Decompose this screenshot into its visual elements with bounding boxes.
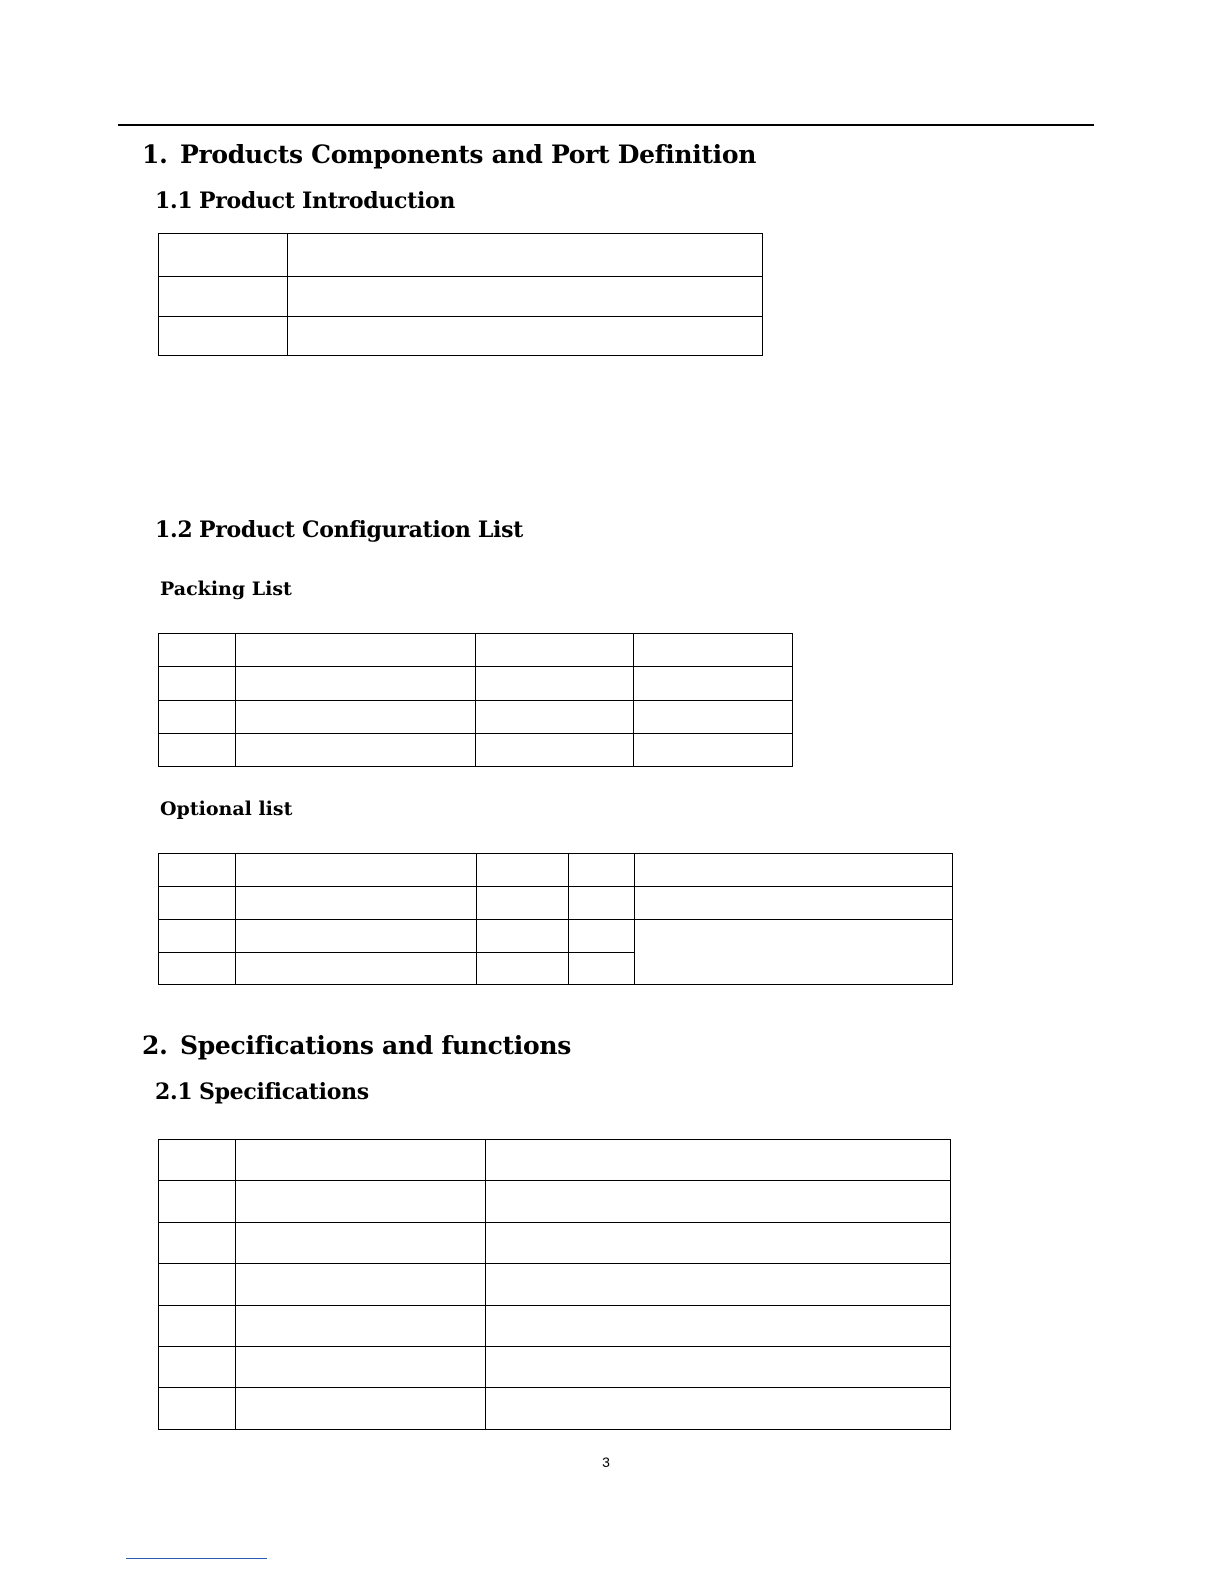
section-2-heading [142,1031,571,1060]
table-cell [288,234,763,277]
table-cell [477,953,569,985]
section-2-1-number: 2.1 [155,1079,193,1105]
table-cell [486,1140,951,1181]
page-number: 3 [602,1454,610,1470]
packing-list-heading: Packing List [160,578,292,600]
table-cell [635,854,953,887]
table-cell [159,854,236,887]
table-row [159,1264,951,1306]
product-introduction-table [158,233,763,356]
table-row [159,234,763,277]
table-cell [634,667,793,701]
section-2-1-heading [155,1079,369,1105]
table-row [159,1388,951,1430]
table-row [159,887,953,920]
table-cell [159,701,236,734]
section-1-number: 1. [142,140,168,169]
table-cell [159,920,236,953]
section-1-2-number: 1.2 [155,517,193,543]
table-cell [486,1306,951,1347]
table-cell [159,887,236,920]
table-row [159,734,793,767]
table-cell [159,1223,236,1264]
table-cell [569,887,635,920]
section-1-2-heading [155,517,523,543]
section-1-2-title: Product Configuration List [199,517,524,543]
table-cell [236,667,476,701]
table-row [159,854,953,887]
table-row [159,667,793,701]
table-cell [288,277,763,317]
table-cell [159,634,236,667]
table-cell [159,734,236,767]
header-rule [118,124,1094,126]
table-row [159,277,763,317]
table-cell [236,634,476,667]
table-cell [236,887,477,920]
table-cell [236,1140,486,1181]
table-cell [634,701,793,734]
table-cell [486,1388,951,1430]
table-cell [288,317,763,356]
table-cell [159,1347,236,1388]
table-cell-merged [635,920,953,985]
table-row [159,317,763,356]
table-cell [236,1347,486,1388]
table-cell [236,953,477,985]
section-1-heading [142,140,756,169]
table-cell [236,854,477,887]
table-cell [569,920,635,953]
optional-list-heading: Optional list [160,798,293,820]
table-cell [159,1306,236,1347]
table-cell [236,701,476,734]
table-cell [635,887,953,920]
table-cell [486,1223,951,1264]
table-cell [236,1223,486,1264]
table-cell [486,1347,951,1388]
table-row [159,1347,951,1388]
table-cell [159,1388,236,1430]
table-cell [476,667,634,701]
optional-list-table [158,853,953,985]
section-1-1-heading [155,188,455,214]
table-cell [236,1388,486,1430]
table-cell [236,1181,486,1223]
table-cell [477,887,569,920]
table-cell [477,920,569,953]
packing-list-table [158,633,793,767]
table-row [159,920,953,953]
table-cell [236,1264,486,1306]
table-cell [159,277,288,317]
table-cell [476,734,634,767]
table-cell [569,854,635,887]
table-row [159,701,793,734]
specifications-table [158,1139,951,1430]
table-cell [159,667,236,701]
table-cell [486,1181,951,1223]
table-cell [236,734,476,767]
section-2-number: 2. [142,1031,168,1060]
table-row [159,1181,951,1223]
table-cell [476,701,634,734]
table-row [159,1306,951,1347]
section-2-1-title: Specifications [199,1079,369,1105]
table-cell [159,1264,236,1306]
table-cell [159,317,288,356]
table-cell [634,734,793,767]
table-cell [476,634,634,667]
table-row [159,1223,951,1264]
section-2-title: Specifications and functions [180,1031,571,1060]
table-cell [236,920,477,953]
section-1-1-title: Product Introduction [199,188,456,214]
table-cell [236,1306,486,1347]
table-cell [486,1264,951,1306]
table-cell [634,634,793,667]
table-cell [159,1181,236,1223]
table-cell [159,953,236,985]
table-cell [569,953,635,985]
section-1-title: Products Components and Port Definition [180,140,757,169]
table-cell [477,854,569,887]
table-row [159,1140,951,1181]
table-row [159,634,793,667]
table-cell [159,1140,236,1181]
section-1-1-number: 1.1 [155,188,193,214]
footnote-separator [126,1558,267,1559]
table-cell [159,234,288,277]
